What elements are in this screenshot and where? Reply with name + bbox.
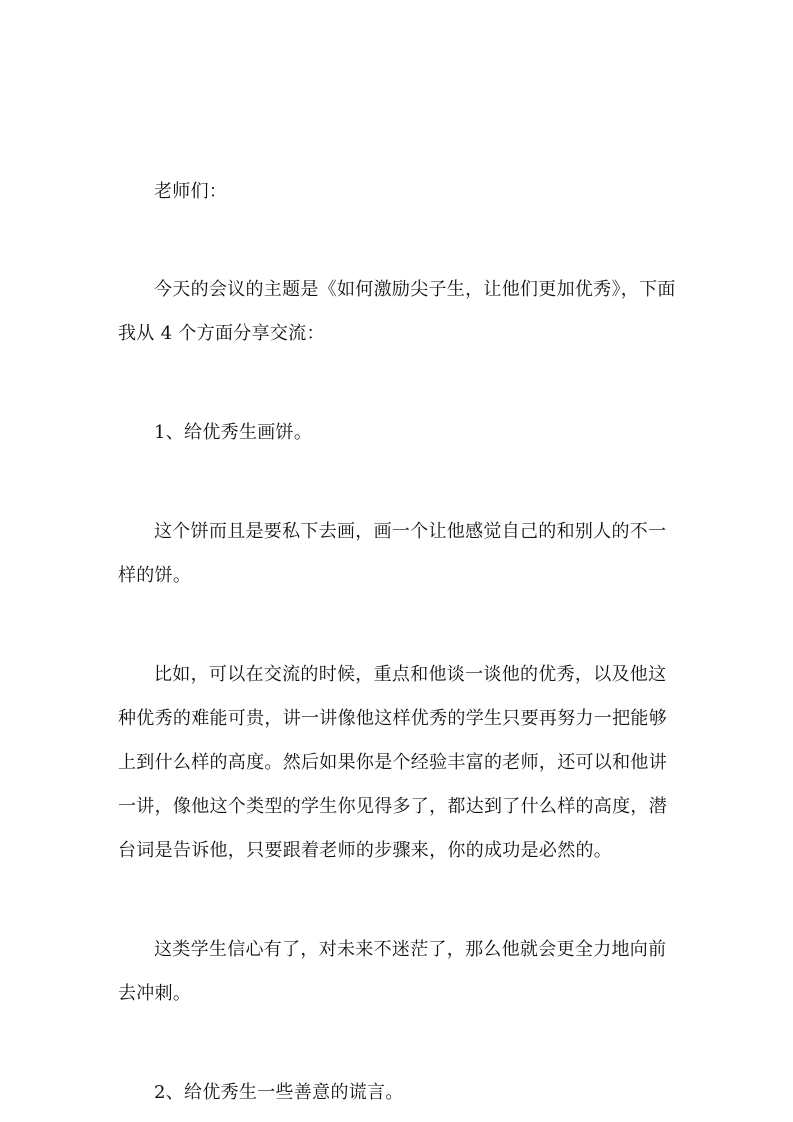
paragraph-line: 比如，可以在交流的时候，重点和他谈一谈他的优秀，以及他这 — [154, 664, 667, 685]
paragraph-line: 样的饼。 — [118, 565, 192, 586]
paragraph-line: 这个饼而且是要私下去画，画一个让他感觉自己的和别人的不一 — [154, 521, 667, 542]
paragraph-line: 这类学生信心有了，对未来不迷茫了，那么他就会更全力地向前 — [154, 939, 667, 960]
paragraph-line: 一讲，像他这个类型的学生你见得多了，都达到了什么样的高度，潜 — [118, 796, 667, 817]
paragraph-line: 上到什么样的高度。然后如果你是个经验丰富的老师，还可以和他讲 — [118, 752, 667, 773]
paragraph-line: 去冲刺。 — [118, 983, 192, 1004]
paragraph-line: 我从 4 个方面分享交流： — [118, 323, 325, 344]
section-heading: 1、给优秀生画饼。 — [154, 422, 313, 443]
salutation: 老师们： — [154, 181, 228, 202]
paragraph-line: 今天的会议的主题是《如何激励尖子生，让他们更加优秀》，下面 — [154, 279, 676, 300]
paragraph-line: 种优秀的难能可贵，讲一讲像他这样优秀的学生只要再努力一把能够 — [118, 708, 667, 729]
section-heading: 2、给优秀生一些善意的谎言。 — [154, 1082, 404, 1103]
paragraph-line: 台词是告诉他，只要跟着老师的步骤来，你的成功是必然的。 — [118, 840, 613, 861]
